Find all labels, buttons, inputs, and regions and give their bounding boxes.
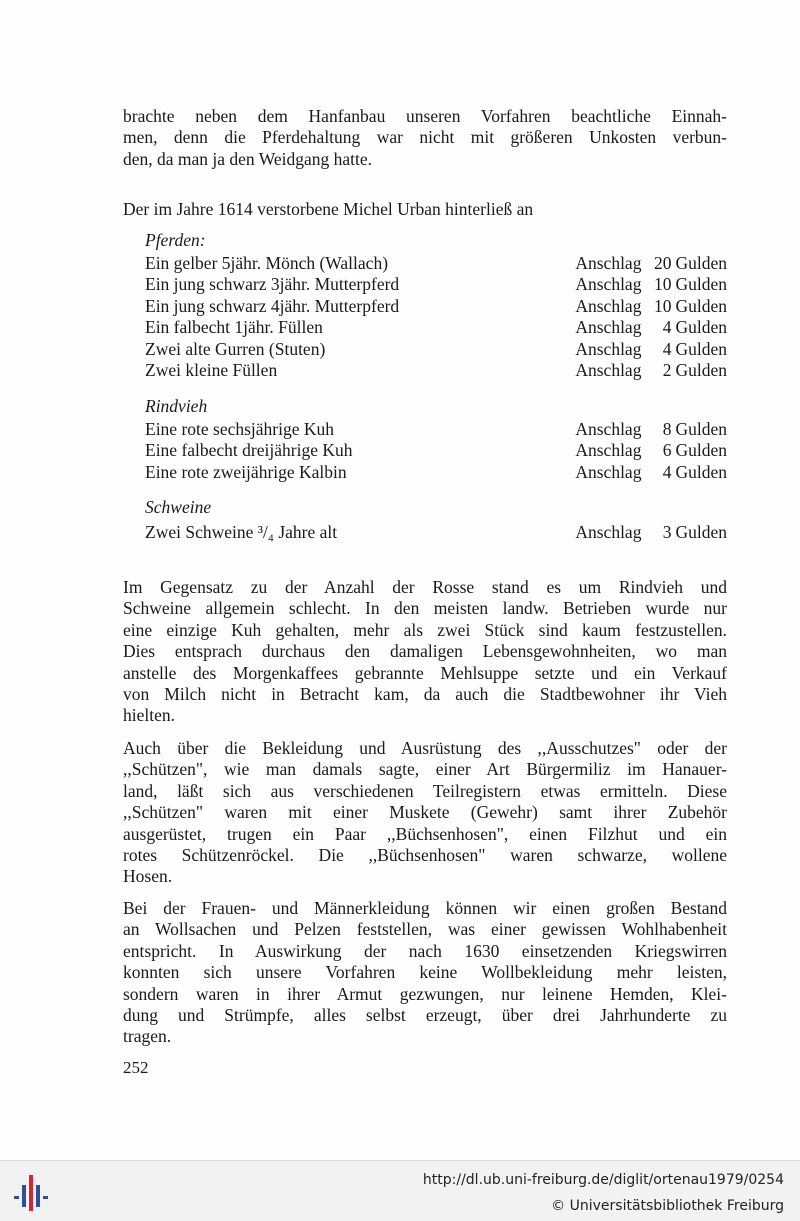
item-description: Zwei alte Gurren (Stuten) <box>145 338 326 359</box>
item-unit: Gulden <box>675 359 727 380</box>
item-description: Zwei Schweine ³/₄ Jahre alt <box>145 522 338 542</box>
text-line: Schweine allgemein schlecht. In den meisten landw. Betrieben wurde nur <box>123 598 727 619</box>
inventory-row <box>145 253 727 274</box>
item-unit: Gulden <box>675 440 727 461</box>
text-line: Auch über die Bekleidung und Ausrüstung des ,,Ausschutzes" oder der <box>123 738 727 758</box>
ub-freiburg-logo-icon <box>14 1171 50 1213</box>
inventory-row <box>145 274 727 295</box>
copyright-notice: © Universitätsbibliothek Freiburg <box>551 1198 784 1214</box>
item-unit: Gulden <box>675 338 727 359</box>
item-amount: 20 <box>653 253 672 273</box>
text-line: entspricht. In Auswirkung der nach 1630 einsetzenden Kriegswirren <box>123 940 727 961</box>
text-line: sondern waren in ihrer Armut gezwungen, nur leinene Hemden, Klei- <box>123 983 727 1004</box>
item-label: Anschlag <box>575 419 642 439</box>
inventory-group-horses <box>145 230 727 381</box>
item-label: Anschlag <box>575 295 642 316</box>
item-label: Anschlag <box>575 359 642 380</box>
item-unit: Gulden <box>675 522 727 542</box>
item-amount: 8 <box>662 419 672 439</box>
group-heading: Schweine <box>145 497 212 517</box>
text-line: brachte neben dem Hanfanbau unseren Vorfahren beachtliche Einnah- <box>123 106 727 126</box>
text-line: ausgerüstet, trugen ein Paar ,,Büchsenhosen", einen Filzhut und ein <box>123 823 727 844</box>
inventory-row <box>145 296 727 317</box>
group-heading: Rindvieh <box>145 396 208 416</box>
text-line: anstelle des Morgenkaffees gebrannte Mehlsuppe setzte und ein Verkauf <box>123 662 727 683</box>
item-label: Anschlag <box>575 522 642 542</box>
inventory-row <box>145 440 727 461</box>
viewer-footer <box>0 1160 800 1221</box>
text-line: Bei der Frauen- und Männerkleidung können wir einen großen Bestand <box>123 898 727 918</box>
item-label: Anschlag <box>575 274 642 295</box>
item-label: Anschlag <box>575 317 642 338</box>
text-line: hielten. <box>123 705 175 726</box>
item-description: Zwei kleine Füllen <box>145 359 278 380</box>
item-amount: 10 <box>653 295 672 316</box>
inventory-group-cattle <box>145 396 727 483</box>
text-line: eine einzige Kuh gehalten, mehr als zwei Stück sind kaum festzustellen. <box>123 619 727 640</box>
text-line: Dies entsprach durchaus den damaligen Lebensgewohnheiten, wo man <box>123 641 727 662</box>
item-description: Eine rote zweijährige Kalbin <box>145 461 347 482</box>
item-amount: 4 <box>662 338 672 359</box>
text-line: ,,Schützen" waren mit einer Muskete (Gewehr) samt ihrer Zubehör <box>123 802 727 823</box>
text-line: den, da man ja den Weidgang hatte. <box>123 148 373 169</box>
inventory-intro: Der im Jahre 1614 verstorbene Michel Urban hinterließ an <box>123 199 534 219</box>
text-line: an Wollsachen und Pelzen feststellen, was einer gewissen Wohlhabenheit <box>123 919 727 940</box>
item-label: Anschlag <box>575 253 642 273</box>
item-unit: Gulden <box>675 253 727 273</box>
inventory-row <box>145 419 727 440</box>
text-line: dung und Strümpfe, alles selbst erzeugt, über drei Jahrhunderte zu <box>123 1005 727 1026</box>
item-unit: Gulden <box>675 274 727 295</box>
item-amount: 4 <box>662 317 672 338</box>
item-amount: 3 <box>662 522 672 542</box>
inventory-row <box>145 520 727 544</box>
item-unit: Gulden <box>675 419 727 439</box>
item-description: Ein jung schwarz 3jähr. Mutterpferd <box>145 274 400 295</box>
item-label: Anschlag <box>575 338 642 359</box>
paragraph-clothing-militia <box>123 738 727 888</box>
item-amount: 2 <box>662 359 672 380</box>
item-description: Ein jung schwarz 4jähr. Mutterpferd <box>145 295 400 316</box>
paragraph-clothing-wool <box>123 898 727 1048</box>
item-unit: Gulden <box>675 461 727 482</box>
inventory-row <box>145 339 727 360</box>
document-url-link[interactable]: http://dl.ub.uni-freiburg.de/diglit/ortenau1979/0254 <box>422 1172 784 1188</box>
item-description: Eine falbecht dreijährige Kuh <box>145 440 353 461</box>
text-line: Hosen. <box>123 866 173 887</box>
text-line: ,,Schützen", wie man damals sagte, einer Art Bürgermiliz im Hanauer- <box>123 759 727 780</box>
text-line: tragen. <box>123 1026 172 1047</box>
page-number: 252 <box>123 1058 149 1077</box>
item-amount: 10 <box>653 274 672 295</box>
item-unit: Gulden <box>675 317 727 338</box>
item-description: Ein gelber 5jähr. Mönch (Wallach) <box>145 253 389 273</box>
group-heading: Pferden: <box>145 230 206 250</box>
item-label: Anschlag <box>575 440 642 461</box>
text-line: Im Gegensatz zu der Anzahl der Rosse stand es um Rindvieh und <box>123 577 727 597</box>
text-line: konnten sich unsere Vorfahren keine Wollbekleidung mehr leisten, <box>123 962 727 983</box>
paragraph-horse-keeping <box>123 106 727 170</box>
text-line: von Milch nicht in Betracht kam, da auch die Stadtbewohner ihr Vieh <box>123 684 727 705</box>
text-line: rotes Schützenröckel. Die ,,Büchsenhosen" waren schwarze, wollene <box>123 845 727 866</box>
item-description: Ein falbecht 1jähr. Füllen <box>145 317 323 338</box>
item-amount: 4 <box>662 461 672 482</box>
inventory-row <box>145 317 727 338</box>
inventory-row <box>145 360 727 381</box>
paragraph-cattle-pigs <box>123 577 727 727</box>
item-description: Eine rote sechsjährige Kuh <box>145 419 335 439</box>
text-line: land, läßt sich aus verschiedenen Teilregistern etwas ermitteln. Diese <box>123 780 727 801</box>
item-label: Anschlag <box>575 461 642 482</box>
inventory-row <box>145 462 727 483</box>
text-line: men, denn die Pferdehaltung war nicht mit größeren Unkosten verbun- <box>123 127 727 148</box>
item-unit: Gulden <box>675 295 727 316</box>
item-amount: 6 <box>662 440 672 461</box>
inventory-group-pigs <box>145 497 727 544</box>
